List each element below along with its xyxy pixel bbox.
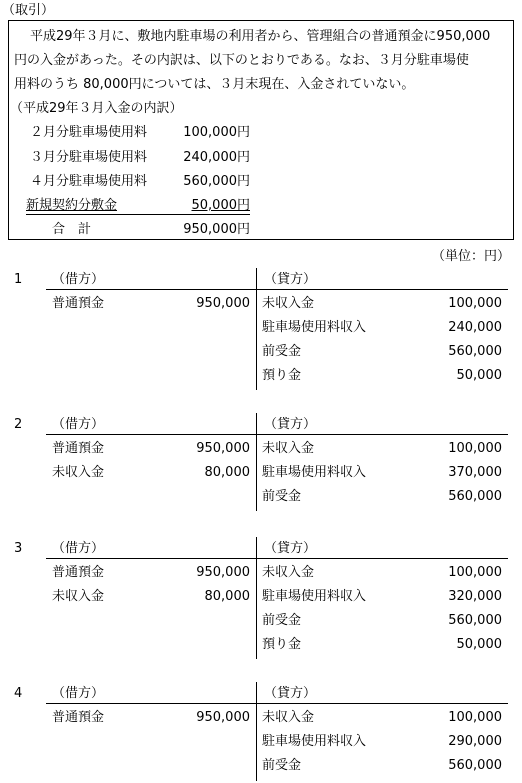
credit-account: 駐車場使用料収入	[262, 465, 367, 480]
breakdown-amount: 100,000円	[183, 125, 250, 140]
credit-header: （貸方）	[264, 417, 317, 432]
credit-account: 前受金	[262, 758, 302, 773]
transaction-heading: （取引）	[2, 3, 55, 18]
t-account-horizontal	[46, 703, 508, 704]
debit-amount: 950,000	[196, 296, 250, 311]
credit-amount: 100,000	[448, 441, 502, 456]
breakdown-label: ３月分駐車場使用料	[30, 150, 148, 165]
t-account-vertical	[256, 413, 257, 511]
credit-account: 駐車場使用料収入	[262, 589, 367, 604]
credit-account: 未収入金	[262, 710, 315, 725]
debit-header: （借方）	[52, 686, 105, 701]
credit-account: 駐車場使用料収入	[262, 320, 367, 335]
debit-amount: 950,000	[196, 710, 250, 725]
credit-account: 預り金	[262, 368, 302, 383]
credit-amount: 100,000	[448, 710, 502, 725]
transaction-line-1: 平成29年３月に、敷地内駐車場の利用者から、管理組合の普通預金に950,000	[30, 29, 491, 44]
credit-header: （貸方）	[264, 541, 317, 556]
credit-account: 未収入金	[262, 296, 315, 311]
transaction-line-3: 用料のうち 80,000円については、３月末現在、入金されていない。	[14, 77, 415, 92]
debit-account: 未収入金	[52, 465, 105, 480]
total-amount: 950,000円	[183, 222, 250, 237]
credit-account: 前受金	[262, 613, 302, 628]
credit-amount: 50,000	[456, 637, 502, 652]
credit-amount: 560,000	[448, 344, 502, 359]
debit-header: （借方）	[52, 417, 105, 432]
debit-amount: 950,000	[196, 565, 250, 580]
credit-account: 未収入金	[262, 441, 315, 456]
debit-account: 普通預金	[52, 710, 105, 725]
credit-amount: 370,000	[448, 465, 502, 480]
credit-header: （貸方）	[264, 686, 317, 701]
credit-amount: 560,000	[448, 613, 502, 628]
credit-header: （貸方）	[264, 272, 317, 287]
credit-amount: 100,000	[448, 565, 502, 580]
transaction-line-2: 円の入金があった。その内訳は、以下のとおりである。なお、３月分駐車場使	[14, 53, 469, 68]
debit-amount: 950,000	[196, 441, 250, 456]
option-number: 3	[14, 541, 23, 556]
breakdown-amount: 240,000円	[183, 150, 250, 165]
t-account-vertical	[256, 682, 257, 781]
debit-account: 普通預金	[52, 296, 105, 311]
credit-amount: 240,000	[448, 320, 502, 335]
debit-amount: 80,000	[204, 465, 250, 480]
credit-amount: 290,000	[448, 734, 502, 749]
t-account-vertical	[256, 537, 257, 659]
total-label: 合 計	[52, 222, 92, 237]
total-rule	[26, 214, 250, 215]
credit-account: 駐車場使用料収入	[262, 734, 367, 749]
credit-amount: 50,000	[456, 368, 502, 383]
t-account-horizontal	[46, 558, 508, 559]
t-account-vertical	[256, 268, 257, 390]
t-account-horizontal	[46, 289, 508, 290]
debit-amount: 80,000	[204, 589, 250, 604]
option-number: 4	[14, 686, 23, 701]
debit-account: 普通預金	[52, 441, 105, 456]
credit-account: 預り金	[262, 637, 302, 652]
breakdown-title: （平成29年３月入金の内訳）	[10, 101, 183, 116]
breakdown-amount: 50,000円	[191, 198, 250, 213]
breakdown-amount: 560,000円	[183, 174, 250, 189]
credit-account: 前受金	[262, 489, 302, 504]
debit-header: （借方）	[52, 272, 105, 287]
unit-note: （単位：円）	[431, 249, 510, 264]
credit-account: 未収入金	[262, 565, 315, 580]
debit-header: （借方）	[52, 541, 105, 556]
debit-account: 未収入金	[52, 589, 105, 604]
credit-amount: 320,000	[448, 589, 502, 604]
t-account-horizontal	[46, 434, 508, 435]
credit-amount: 560,000	[448, 758, 502, 773]
credit-account: 前受金	[262, 344, 302, 359]
breakdown-label: ２月分駐車場使用料	[30, 125, 148, 140]
option-number: 1	[14, 272, 23, 287]
debit-account: 普通預金	[52, 565, 105, 580]
credit-amount: 560,000	[448, 489, 502, 504]
option-number: 2	[14, 417, 23, 432]
breakdown-label: ４月分駐車場使用料	[30, 174, 148, 189]
breakdown-label: 新規契約分敷金	[26, 198, 118, 213]
credit-amount: 100,000	[448, 296, 502, 311]
